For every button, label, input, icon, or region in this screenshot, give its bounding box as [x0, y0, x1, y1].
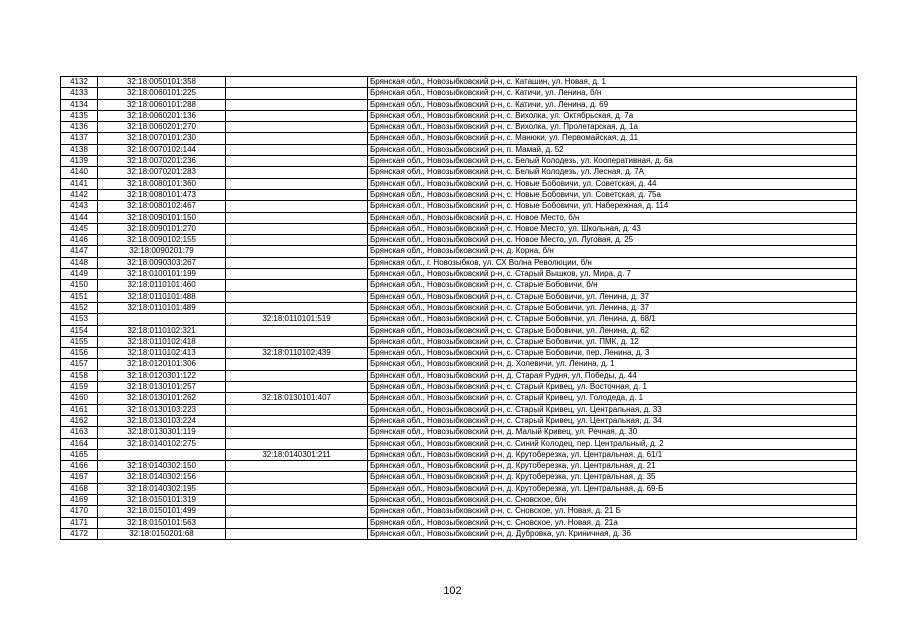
address-cell: Брянская обл., Новозыбковский р-н, с. Катичи, ул. Ленина, д. 69 — [368, 99, 857, 110]
previous-cadastral-number-cell — [226, 99, 368, 110]
previous-cadastral-number-cell — [226, 110, 368, 121]
table-row — [61, 99, 857, 110]
previous-cadastral-number-cell — [226, 178, 368, 189]
cadastral-number-cell — [98, 314, 226, 325]
previous-cadastral-number-cell — [226, 359, 368, 370]
cadastral-number-cell: 32:18:0090101:270 — [98, 223, 226, 234]
cadastral-number-cell: 32:18:0110101:460 — [98, 280, 226, 291]
row-number-cell: 4137 — [61, 133, 98, 144]
cadastral-number-cell: 32:18:0120301:122 — [98, 370, 226, 381]
row-number-cell: 4142 — [61, 189, 98, 200]
row-number-cell: 4149 — [61, 269, 98, 280]
row-number-cell: 4166 — [61, 461, 98, 472]
address-cell: Брянская обл., Новозыбковский р-н, с. Манюки, ул. Первомайская, д. 11 — [368, 133, 857, 144]
address-cell: Брянская обл., Новозыбковский р-н, д. Корна, б/н — [368, 246, 857, 257]
address-cell: Брянская обл., Новозыбковский р-н, с. Старые Бобовичи, ул. Ленина, д. 62 — [368, 325, 857, 336]
address-cell: Брянская обл., Новозыбковский р-н, с. Сновское, ул. Новая, д. 21а — [368, 517, 857, 528]
address-cell: Брянская обл., Новозыбковский р-н, с. Новые Бобовичи, ул. Советская, д. 75а — [368, 189, 857, 200]
row-number-cell: 4132 — [61, 77, 98, 88]
address-cell: Брянская обл., Новозыбковский р-н, с. Белый Колодезь, ул. Лесная, д. 7А — [368, 167, 857, 178]
previous-cadastral-number-cell — [226, 156, 368, 167]
cadastral-number-cell: 32:18:0060201:270 — [98, 122, 226, 133]
previous-cadastral-number-cell — [226, 212, 368, 223]
cadastral-number-cell: 32:18:0110102:418 — [98, 336, 226, 347]
previous-cadastral-number-cell — [226, 404, 368, 415]
cadastral-number-cell: 32:18:0080101:473 — [98, 189, 226, 200]
table-row — [61, 415, 857, 426]
previous-cadastral-number-cell — [226, 167, 368, 178]
cadastral-number-cell: 32:18:0100101:199 — [98, 269, 226, 280]
address-cell: Брянская обл., Новозыбковский р-н, с. Старый Кривец, ул. Голодеда, д. 1 — [368, 393, 857, 404]
cadastral-number-cell: 32:18:0070102:144 — [98, 144, 226, 155]
row-number-cell: 4169 — [61, 494, 98, 505]
previous-cadastral-number-cell: 32:18:0140301:211 — [226, 449, 368, 460]
table-row — [61, 302, 857, 313]
table-row — [61, 167, 857, 178]
previous-cadastral-number-cell — [226, 257, 368, 268]
previous-cadastral-number-cell — [226, 438, 368, 449]
page-number: 102 — [443, 585, 462, 597]
cadastral-number-cell: 32:18:0070201:236 — [98, 156, 226, 167]
cadastral-number-cell: 32:18:0130103:223 — [98, 404, 226, 415]
row-number-cell: 4135 — [61, 110, 98, 121]
row-number-cell: 4143 — [61, 201, 98, 212]
previous-cadastral-number-cell — [226, 291, 368, 302]
table-row — [61, 528, 857, 539]
row-number-cell: 4150 — [61, 280, 98, 291]
address-cell: Брянская обл., г. Новозыбков, ул. СХ Волна Революции, б/н — [368, 257, 857, 268]
row-number-cell: 4138 — [61, 144, 98, 155]
previous-cadastral-number-cell — [226, 506, 368, 517]
table-row — [61, 88, 857, 99]
cadastral-number-cell: 32:18:0120101:306 — [98, 359, 226, 370]
table-row — [61, 517, 857, 528]
row-number-cell: 4167 — [61, 472, 98, 483]
address-cell: Брянская обл., Новозыбковский р-н, с. Синий Колодец, пер. Центральный, д. 2 — [368, 438, 857, 449]
row-number-cell: 4139 — [61, 156, 98, 167]
cadastral-number-cell: 32:18:0090201:79 — [98, 246, 226, 257]
cadastral-number-cell: 32:18:0080102:467 — [98, 201, 226, 212]
row-number-cell: 4171 — [61, 517, 98, 528]
address-cell: Брянская обл., Новозыбковский р-н, с. Белый Колодезь, ул. Кооперативная, д. 6а — [368, 156, 857, 167]
row-number-cell: 4158 — [61, 370, 98, 381]
address-cell: Брянская обл., Новозыбковский р-н, с. Новое Место, б/н — [368, 212, 857, 223]
table-row — [61, 235, 857, 246]
address-cell: Брянская обл., Новозыбковский р-н, с. Вихолка, ул. Октябрьская, д. 7а — [368, 110, 857, 121]
row-number-cell: 4157 — [61, 359, 98, 370]
table-row — [61, 291, 857, 302]
cadastral-number-cell: 32:18:0090101:150 — [98, 212, 226, 223]
cadastral-number-cell — [98, 449, 226, 460]
table-row — [61, 257, 857, 268]
row-number-cell: 4161 — [61, 404, 98, 415]
cadastral-number-cell: 32:18:0150101:563 — [98, 517, 226, 528]
previous-cadastral-number-cell — [226, 427, 368, 438]
table-row — [61, 370, 857, 381]
table-row — [61, 382, 857, 393]
cadastral-number-cell: 32:18:0140102:275 — [98, 438, 226, 449]
row-number-cell: 4168 — [61, 483, 98, 494]
previous-cadastral-number-cell — [226, 223, 368, 234]
previous-cadastral-number-cell — [226, 302, 368, 313]
table-row — [61, 178, 857, 189]
table-row — [61, 427, 857, 438]
table-row — [61, 212, 857, 223]
table-row — [61, 122, 857, 133]
address-cell: Брянская обл., Новозыбковский р-н, с. Старый Кривец, ул. Центральная, д. 34 — [368, 415, 857, 426]
cadastral-number-cell: 32:18:0080101:360 — [98, 178, 226, 189]
previous-cadastral-number-cell: 32:18:0110101:519 — [226, 314, 368, 325]
cadastral-number-cell: 32:18:0050101:358 — [98, 77, 226, 88]
previous-cadastral-number-cell — [226, 144, 368, 155]
table-row — [61, 133, 857, 144]
table-row — [61, 201, 857, 212]
cadastral-number-cell: 32:18:0060101:225 — [98, 88, 226, 99]
cadastral-number-cell: 32:18:0070101:230 — [98, 133, 226, 144]
address-cell: Брянская обл., Новозыбковский р-н, д. Старая Рудня, ул. Победы, д. 44 — [368, 370, 857, 381]
previous-cadastral-number-cell — [226, 472, 368, 483]
address-cell: Брянская обл., Новозыбковский р-н, с. Старый Вышков, ул. Мира, д. 7 — [368, 269, 857, 280]
table-row — [61, 156, 857, 167]
previous-cadastral-number-cell — [226, 88, 368, 99]
cadastral-number-cell: 32:18:0110102:413 — [98, 348, 226, 359]
cadastral-number-cell: 32:18:0090102:155 — [98, 235, 226, 246]
previous-cadastral-number-cell — [226, 246, 368, 257]
address-cell: Брянская обл., Новозыбковский р-н, с. Старые Бобовичи, ул. ПМК, д. 12 — [368, 336, 857, 347]
previous-cadastral-number-cell — [226, 494, 368, 505]
registry-table — [60, 76, 857, 540]
address-cell: Брянская обл., Новозыбковский р-н, с. Старые Бобовичи, ул. Ленина, д. 68/1 — [368, 314, 857, 325]
registry-table-body — [61, 77, 857, 540]
cadastral-number-cell: 32:18:0110102:321 — [98, 325, 226, 336]
cadastral-number-cell: 32:18:0130301:119 — [98, 427, 226, 438]
table-row — [61, 348, 857, 359]
table-row — [61, 280, 857, 291]
previous-cadastral-number-cell — [226, 235, 368, 246]
cadastral-number-cell: 32:18:0070201:283 — [98, 167, 226, 178]
table-row — [61, 77, 857, 88]
cadastral-number-cell: 32:18:0150201:68 — [98, 528, 226, 539]
previous-cadastral-number-cell — [226, 483, 368, 494]
address-cell: Брянская обл., Новозыбковский р-н, с. Катичи, ул. Ленина, б/н — [368, 88, 857, 99]
address-cell: Брянская обл., Новозыбковский р-н, с. Новое Место, ул. Луговая, д. 25 — [368, 235, 857, 246]
row-number-cell: 4172 — [61, 528, 98, 539]
row-number-cell: 4154 — [61, 325, 98, 336]
row-number-cell: 4153 — [61, 314, 98, 325]
address-cell: Брянская обл., Новозыбковский р-н, с. Старые Бобовичи, ул. Ленина, д. 37 — [368, 291, 857, 302]
row-number-cell: 4136 — [61, 122, 98, 133]
cadastral-number-cell: 32:18:0140302:195 — [98, 483, 226, 494]
table-row — [61, 438, 857, 449]
previous-cadastral-number-cell — [226, 133, 368, 144]
address-cell: Брянская обл., Новозыбковский р-н, с. Сновское, ул. Новая, д. 21 Б — [368, 506, 857, 517]
table-row — [61, 336, 857, 347]
table-row — [61, 325, 857, 336]
row-number-cell: 4148 — [61, 257, 98, 268]
row-number-cell: 4151 — [61, 291, 98, 302]
address-cell: Брянская обл., Новозыбковский р-н, д. Крутоберезка, ул. Центральная, д. 21 — [368, 461, 857, 472]
row-number-cell: 4147 — [61, 246, 98, 257]
table-row — [61, 269, 857, 280]
row-number-cell: 4134 — [61, 99, 98, 110]
address-cell: Брянская обл., Новозыбковский р-н, д. Холевичи, ул. Ленина, д. 1 — [368, 359, 857, 370]
table-row — [61, 404, 857, 415]
cadastral-number-cell: 32:18:0110101:489 — [98, 302, 226, 313]
address-cell: Брянская обл., Новозыбковский р-н, с. Сновское, б/н — [368, 494, 857, 505]
address-cell: Брянская обл., Новозыбковский р-н, с. Старые Бобовичи, пер. Ленина, д. 3 — [368, 348, 857, 359]
address-cell: Брянская обл., Новозыбковский р-н, д. Крутоберезка, ул. Центральная, д. 35 — [368, 472, 857, 483]
table-row — [61, 314, 857, 325]
previous-cadastral-number-cell — [226, 517, 368, 528]
table-row — [61, 472, 857, 483]
row-number-cell: 4165 — [61, 449, 98, 460]
previous-cadastral-number-cell — [226, 528, 368, 539]
row-number-cell: 4155 — [61, 336, 98, 347]
previous-cadastral-number-cell — [226, 189, 368, 200]
address-cell: Брянская обл., Новозыбковский р-н, с. Новые Бобовичи, ул. Набережная, д. 114 — [368, 201, 857, 212]
previous-cadastral-number-cell — [226, 382, 368, 393]
address-cell: Брянская обл., Новозыбковский р-н, д. Дубровка, ул. Криничная, д. 36 — [368, 528, 857, 539]
address-cell: Брянская обл., Новозыбковский р-н, с. Вихолка, ул. Пролетарская, д. 1а — [368, 122, 857, 133]
previous-cadastral-number-cell — [226, 269, 368, 280]
previous-cadastral-number-cell — [226, 280, 368, 291]
row-number-cell: 4160 — [61, 393, 98, 404]
row-number-cell: 4145 — [61, 223, 98, 234]
row-number-cell: 4133 — [61, 88, 98, 99]
table-row — [61, 189, 857, 200]
table-row — [61, 483, 857, 494]
address-cell: Брянская обл., Новозыбковский р-н, д. Крутоберезка, ул. Центральная, д. 69-Б — [368, 483, 857, 494]
address-cell: Брянская обл., Новозыбковский р-н, с. Новое Место, ул. Школьная, д. 43 — [368, 223, 857, 234]
row-number-cell: 4163 — [61, 427, 98, 438]
previous-cadastral-number-cell — [226, 370, 368, 381]
previous-cadastral-number-cell — [226, 77, 368, 88]
previous-cadastral-number-cell: 32:18:0110102:439 — [226, 348, 368, 359]
previous-cadastral-number-cell — [226, 201, 368, 212]
cadastral-number-cell: 32:18:0140302:156 — [98, 472, 226, 483]
address-cell: Брянская обл., Новозыбковский р-н, д. Крутоберезка, ул. Центральная, д. 61/1 — [368, 449, 857, 460]
row-number-cell: 4140 — [61, 167, 98, 178]
previous-cadastral-number-cell — [226, 336, 368, 347]
cadastral-number-cell: 32:18:0110101:488 — [98, 291, 226, 302]
cadastral-number-cell: 32:18:0140302:150 — [98, 461, 226, 472]
address-cell: Брянская обл., Новозыбковский р-н, п. Мамай, д. 52 — [368, 144, 857, 155]
row-number-cell: 4162 — [61, 415, 98, 426]
row-number-cell: 4141 — [61, 178, 98, 189]
cadastral-number-cell: 32:18:0130103:224 — [98, 415, 226, 426]
table-row — [61, 359, 857, 370]
row-number-cell: 4144 — [61, 212, 98, 223]
table-row — [61, 144, 857, 155]
table-row — [61, 223, 857, 234]
cadastral-number-cell: 32:18:0090303:267 — [98, 257, 226, 268]
cadastral-number-cell: 32:18:0150101:499 — [98, 506, 226, 517]
address-cell: Брянская обл., Новозыбковский р-н, с. Старые Бобовичи, б/н — [368, 280, 857, 291]
previous-cadastral-number-cell — [226, 415, 368, 426]
cadastral-number-cell: 32:18:0130101:257 — [98, 382, 226, 393]
table-row — [61, 506, 857, 517]
cadastral-number-cell: 32:18:0150101:319 — [98, 494, 226, 505]
row-number-cell: 4156 — [61, 348, 98, 359]
previous-cadastral-number-cell — [226, 325, 368, 336]
row-number-cell: 4164 — [61, 438, 98, 449]
row-number-cell: 4170 — [61, 506, 98, 517]
address-cell: Брянская обл., Новозыбковский р-н, с. Старый Кривец, ул. Восточная, д. 1 — [368, 382, 857, 393]
row-number-cell: 4159 — [61, 382, 98, 393]
cadastral-number-cell: 32:18:0130101:262 — [98, 393, 226, 404]
cadastral-number-cell: 32:18:0060101:288 — [98, 99, 226, 110]
table-row — [61, 449, 857, 460]
address-cell: Брянская обл., Новозыбковский р-н, с. Старый Кривец, ул. Центральная, д. 33 — [368, 404, 857, 415]
table-row — [61, 110, 857, 121]
address-cell: Брянская обл., Новозыбковский р-н, с. Старые Бобовичи, ул. Ленина, д. 37 — [368, 302, 857, 313]
cadastral-number-cell: 32:18:0060201:136 — [98, 110, 226, 121]
address-cell: Брянская обл., Новозыбковский р-н, д. Малый Кривец, ул. Речная, д. 30 — [368, 427, 857, 438]
address-cell: Брянская обл., Новозыбковский р-н, с. Новые Бобовичи, ул. Советская, д. 44 — [368, 178, 857, 189]
previous-cadastral-number-cell: 32:18:0130101:407 — [226, 393, 368, 404]
previous-cadastral-number-cell — [226, 461, 368, 472]
table-row — [61, 494, 857, 505]
previous-cadastral-number-cell — [226, 122, 368, 133]
table-row — [61, 393, 857, 404]
table-row — [61, 246, 857, 257]
row-number-cell: 4152 — [61, 302, 98, 313]
address-cell: Брянская обл., Новозыбковский р-н, с. Каташин, ул. Новая, д. 1 — [368, 77, 857, 88]
table-row — [61, 461, 857, 472]
row-number-cell: 4146 — [61, 235, 98, 246]
